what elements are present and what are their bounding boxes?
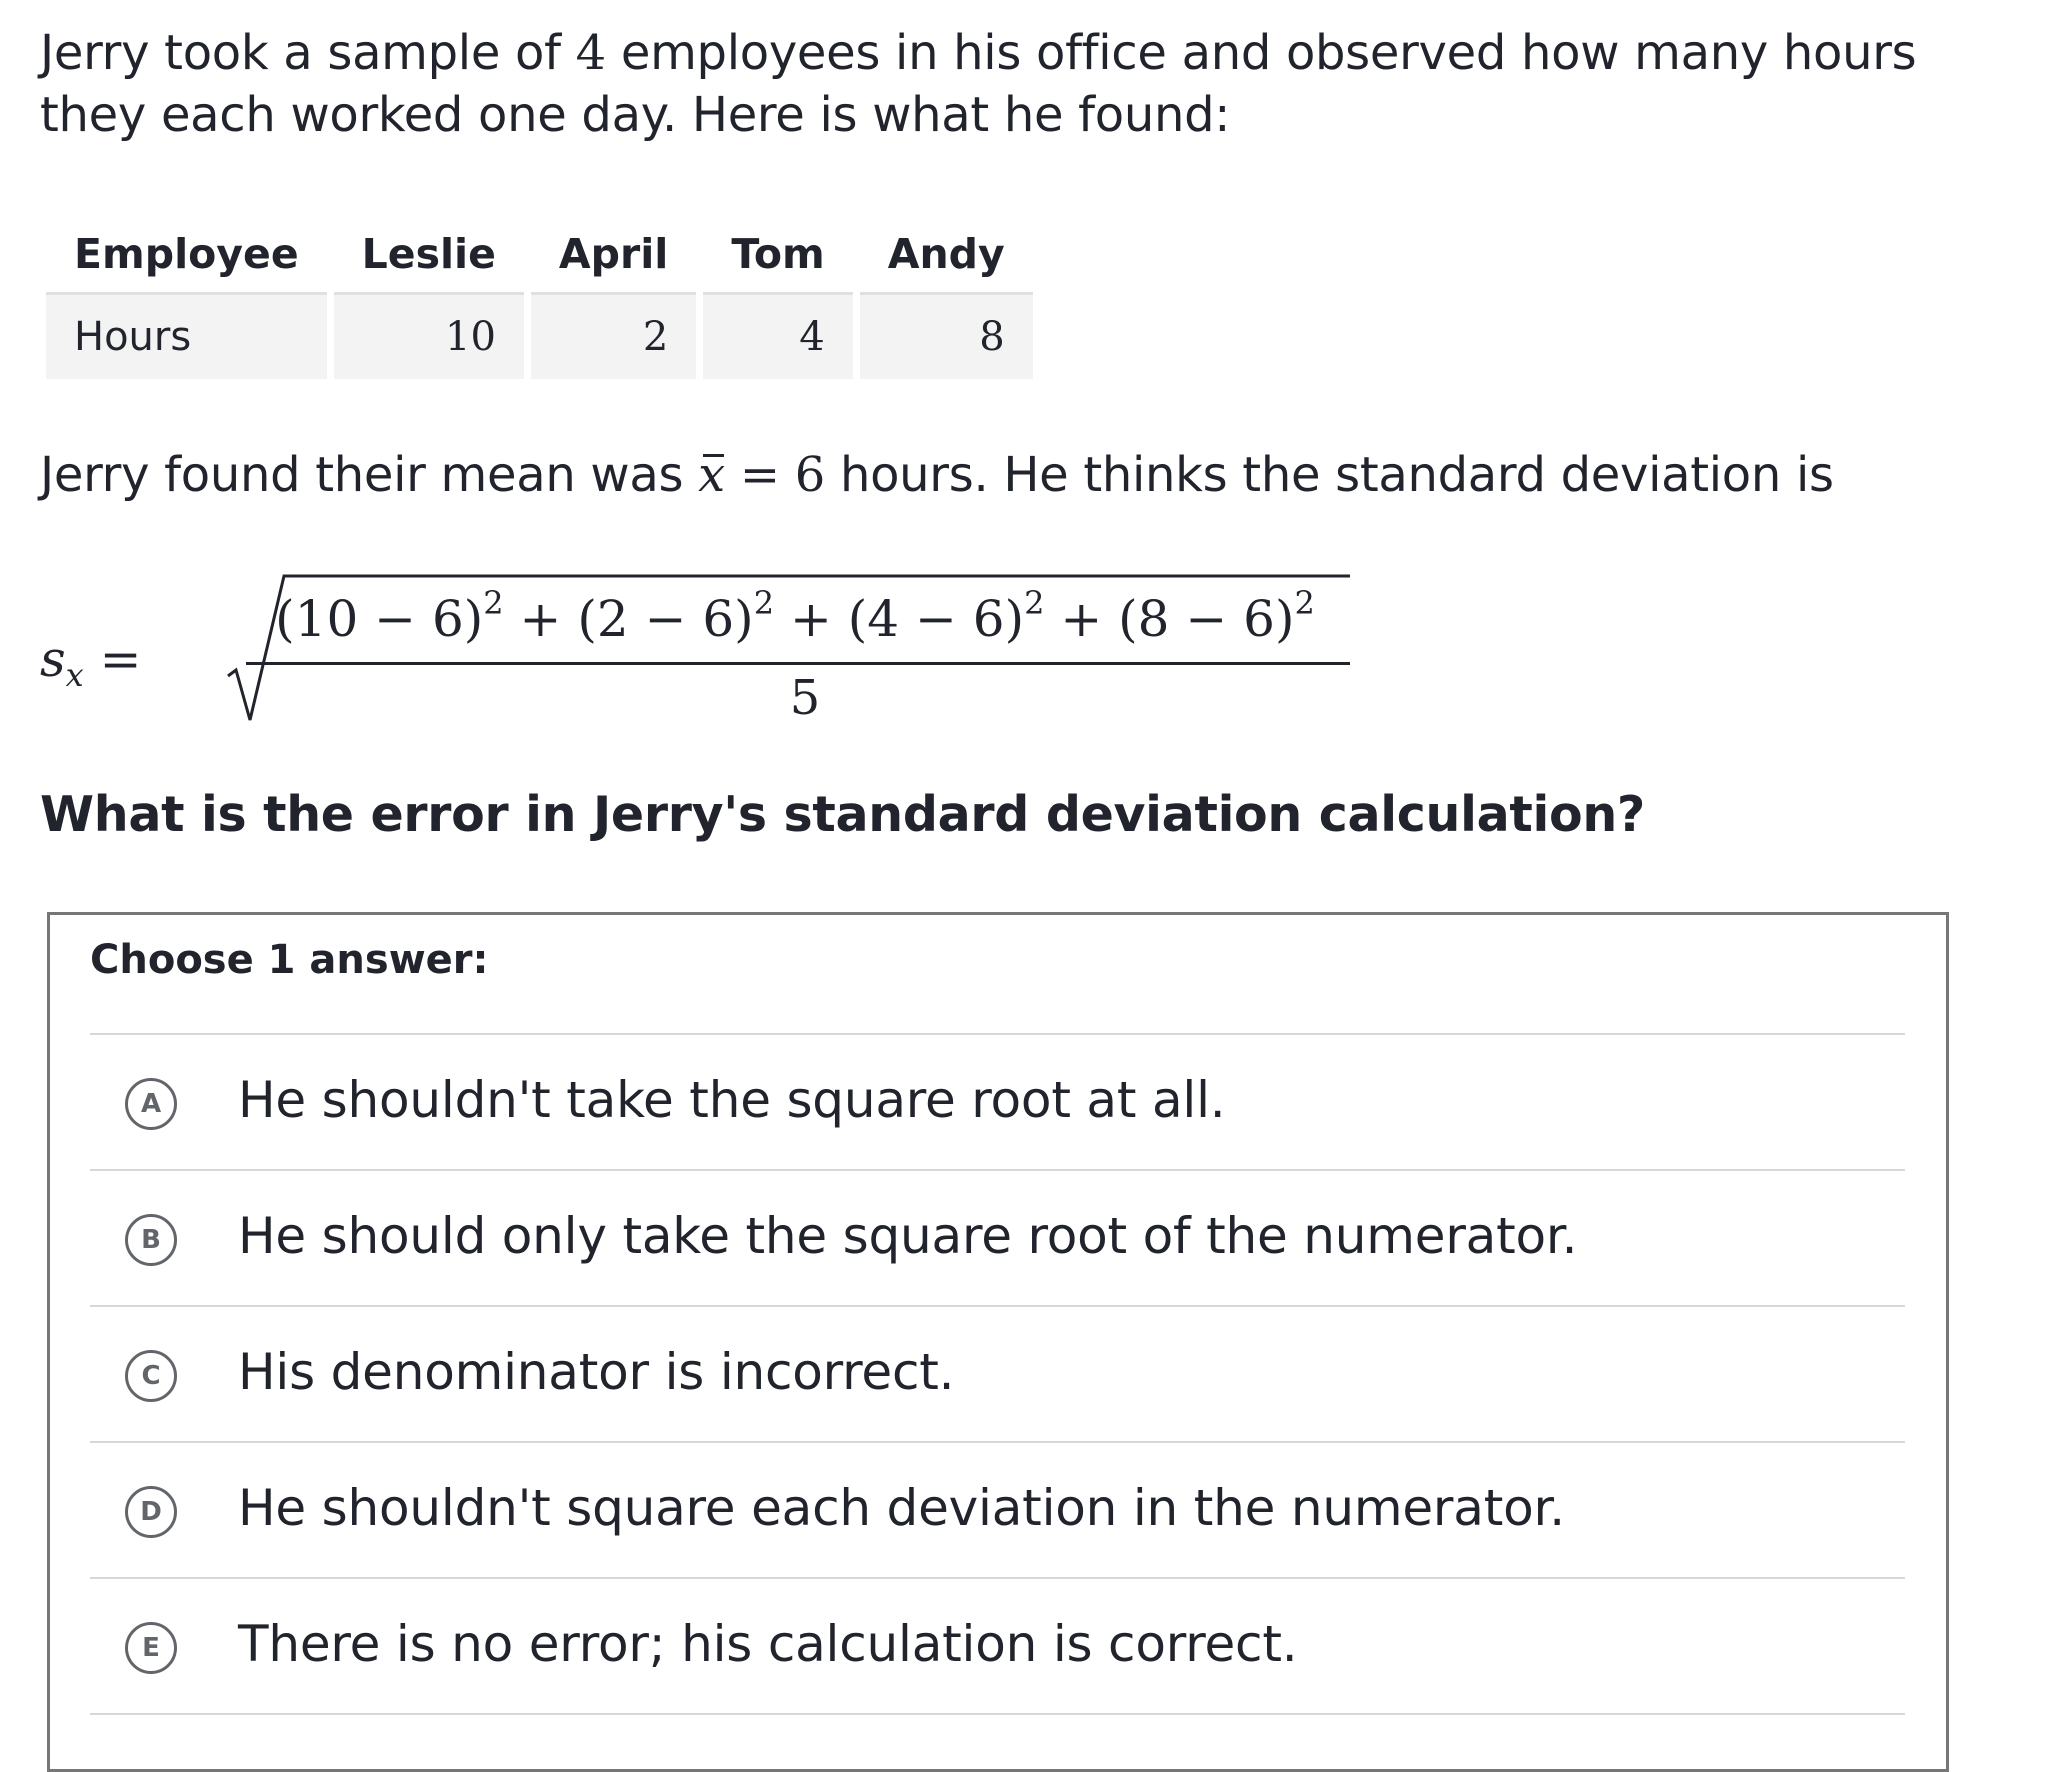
mean-text-after: hours. He thinks the standard deviation is — [825, 447, 1834, 503]
intro-text-before: Jerry took a sample of — [40, 25, 576, 81]
mean-statement — [40, 444, 1834, 506]
table-row-label: Hours — [46, 295, 327, 379]
formula-denominator: 5 — [789, 670, 821, 726]
numerator-term: (2 − 6) — [577, 590, 754, 648]
table-header-row — [46, 222, 1033, 295]
intro-employee-count: 4 — [575, 25, 606, 81]
mean-text-before: Jerry found their mean was — [40, 447, 699, 503]
choice-text: His denominator is incorrect. — [238, 1343, 955, 1401]
formula-s-subscript: x — [65, 656, 84, 694]
choice-text: There is no error; his calculation is correct. — [238, 1615, 1298, 1673]
numerator-term: (8 − 6) — [1118, 590, 1295, 648]
numerator-term: (4 − 6) — [847, 590, 1025, 648]
table-cell: 2 — [531, 295, 696, 379]
numerator-exponent: 2 — [1294, 584, 1315, 622]
numerator-exponent: 2 — [483, 584, 504, 622]
numerator-plus: + — [1060, 590, 1103, 648]
table-header-cell: Employee — [46, 222, 327, 295]
mean-variable-xbar: x — [698, 444, 725, 506]
table-header-cell: Leslie — [334, 222, 524, 295]
choice-e[interactable] — [90, 1579, 1905, 1715]
choice-letter-d-icon: D — [125, 1486, 177, 1538]
choice-letter-a-icon: A — [125, 1078, 177, 1130]
numerator-exponent: 2 — [1024, 584, 1045, 622]
fraction-bar — [246, 662, 1350, 665]
numerator-plus: + — [789, 590, 832, 648]
formula-equals-sign: = — [99, 630, 142, 688]
formula-s-symbol: s — [40, 630, 66, 688]
table-cell: 10 — [334, 295, 524, 379]
hours-table — [39, 222, 1040, 379]
choice-letter-b-icon: B — [125, 1214, 177, 1266]
choice-text: He shouldn't take the square root at all. — [238, 1071, 1226, 1129]
choose-answer-label: Choose 1 answer: — [90, 937, 489, 983]
std-dev-formula — [40, 570, 1340, 740]
formula-lhs — [40, 630, 142, 694]
choice-a[interactable] — [90, 1035, 1905, 1171]
choice-letter-e-icon: E — [125, 1622, 177, 1674]
problem-intro — [40, 22, 2000, 146]
question-text: What is the error in Jerry's standard deviation calculation? — [40, 786, 1646, 843]
mean-equals-sign: = — [739, 447, 780, 503]
choice-list — [90, 1033, 1905, 1715]
table-header-cell: Andy — [860, 222, 1033, 295]
table-header-cell: April — [531, 222, 696, 295]
table-cell: 8 — [860, 295, 1033, 379]
choice-b[interactable] — [90, 1171, 1905, 1307]
intro-text-after: employees in his office and observed how many hours they each worked one day. Here is what he found: — [40, 25, 1917, 143]
choice-text: He shouldn't square each deviation in the numerator. — [238, 1479, 1565, 1537]
table-cell: 4 — [703, 295, 852, 379]
choice-letter-c-icon: C — [125, 1350, 177, 1402]
numerator-term: (10 − 6) — [275, 590, 484, 648]
answer-choices-box — [47, 912, 1949, 1772]
choice-text: He should only take the square root of the numerator. — [238, 1207, 1578, 1265]
formula-numerator — [250, 584, 1340, 648]
choice-d[interactable] — [90, 1443, 1905, 1579]
choice-c[interactable] — [90, 1307, 1905, 1443]
numerator-plus: + — [519, 590, 562, 648]
table-header-cell: Tom — [703, 222, 852, 295]
table-row — [46, 295, 1033, 379]
numerator-exponent: 2 — [753, 584, 775, 622]
mean-value: 6 — [794, 447, 826, 503]
